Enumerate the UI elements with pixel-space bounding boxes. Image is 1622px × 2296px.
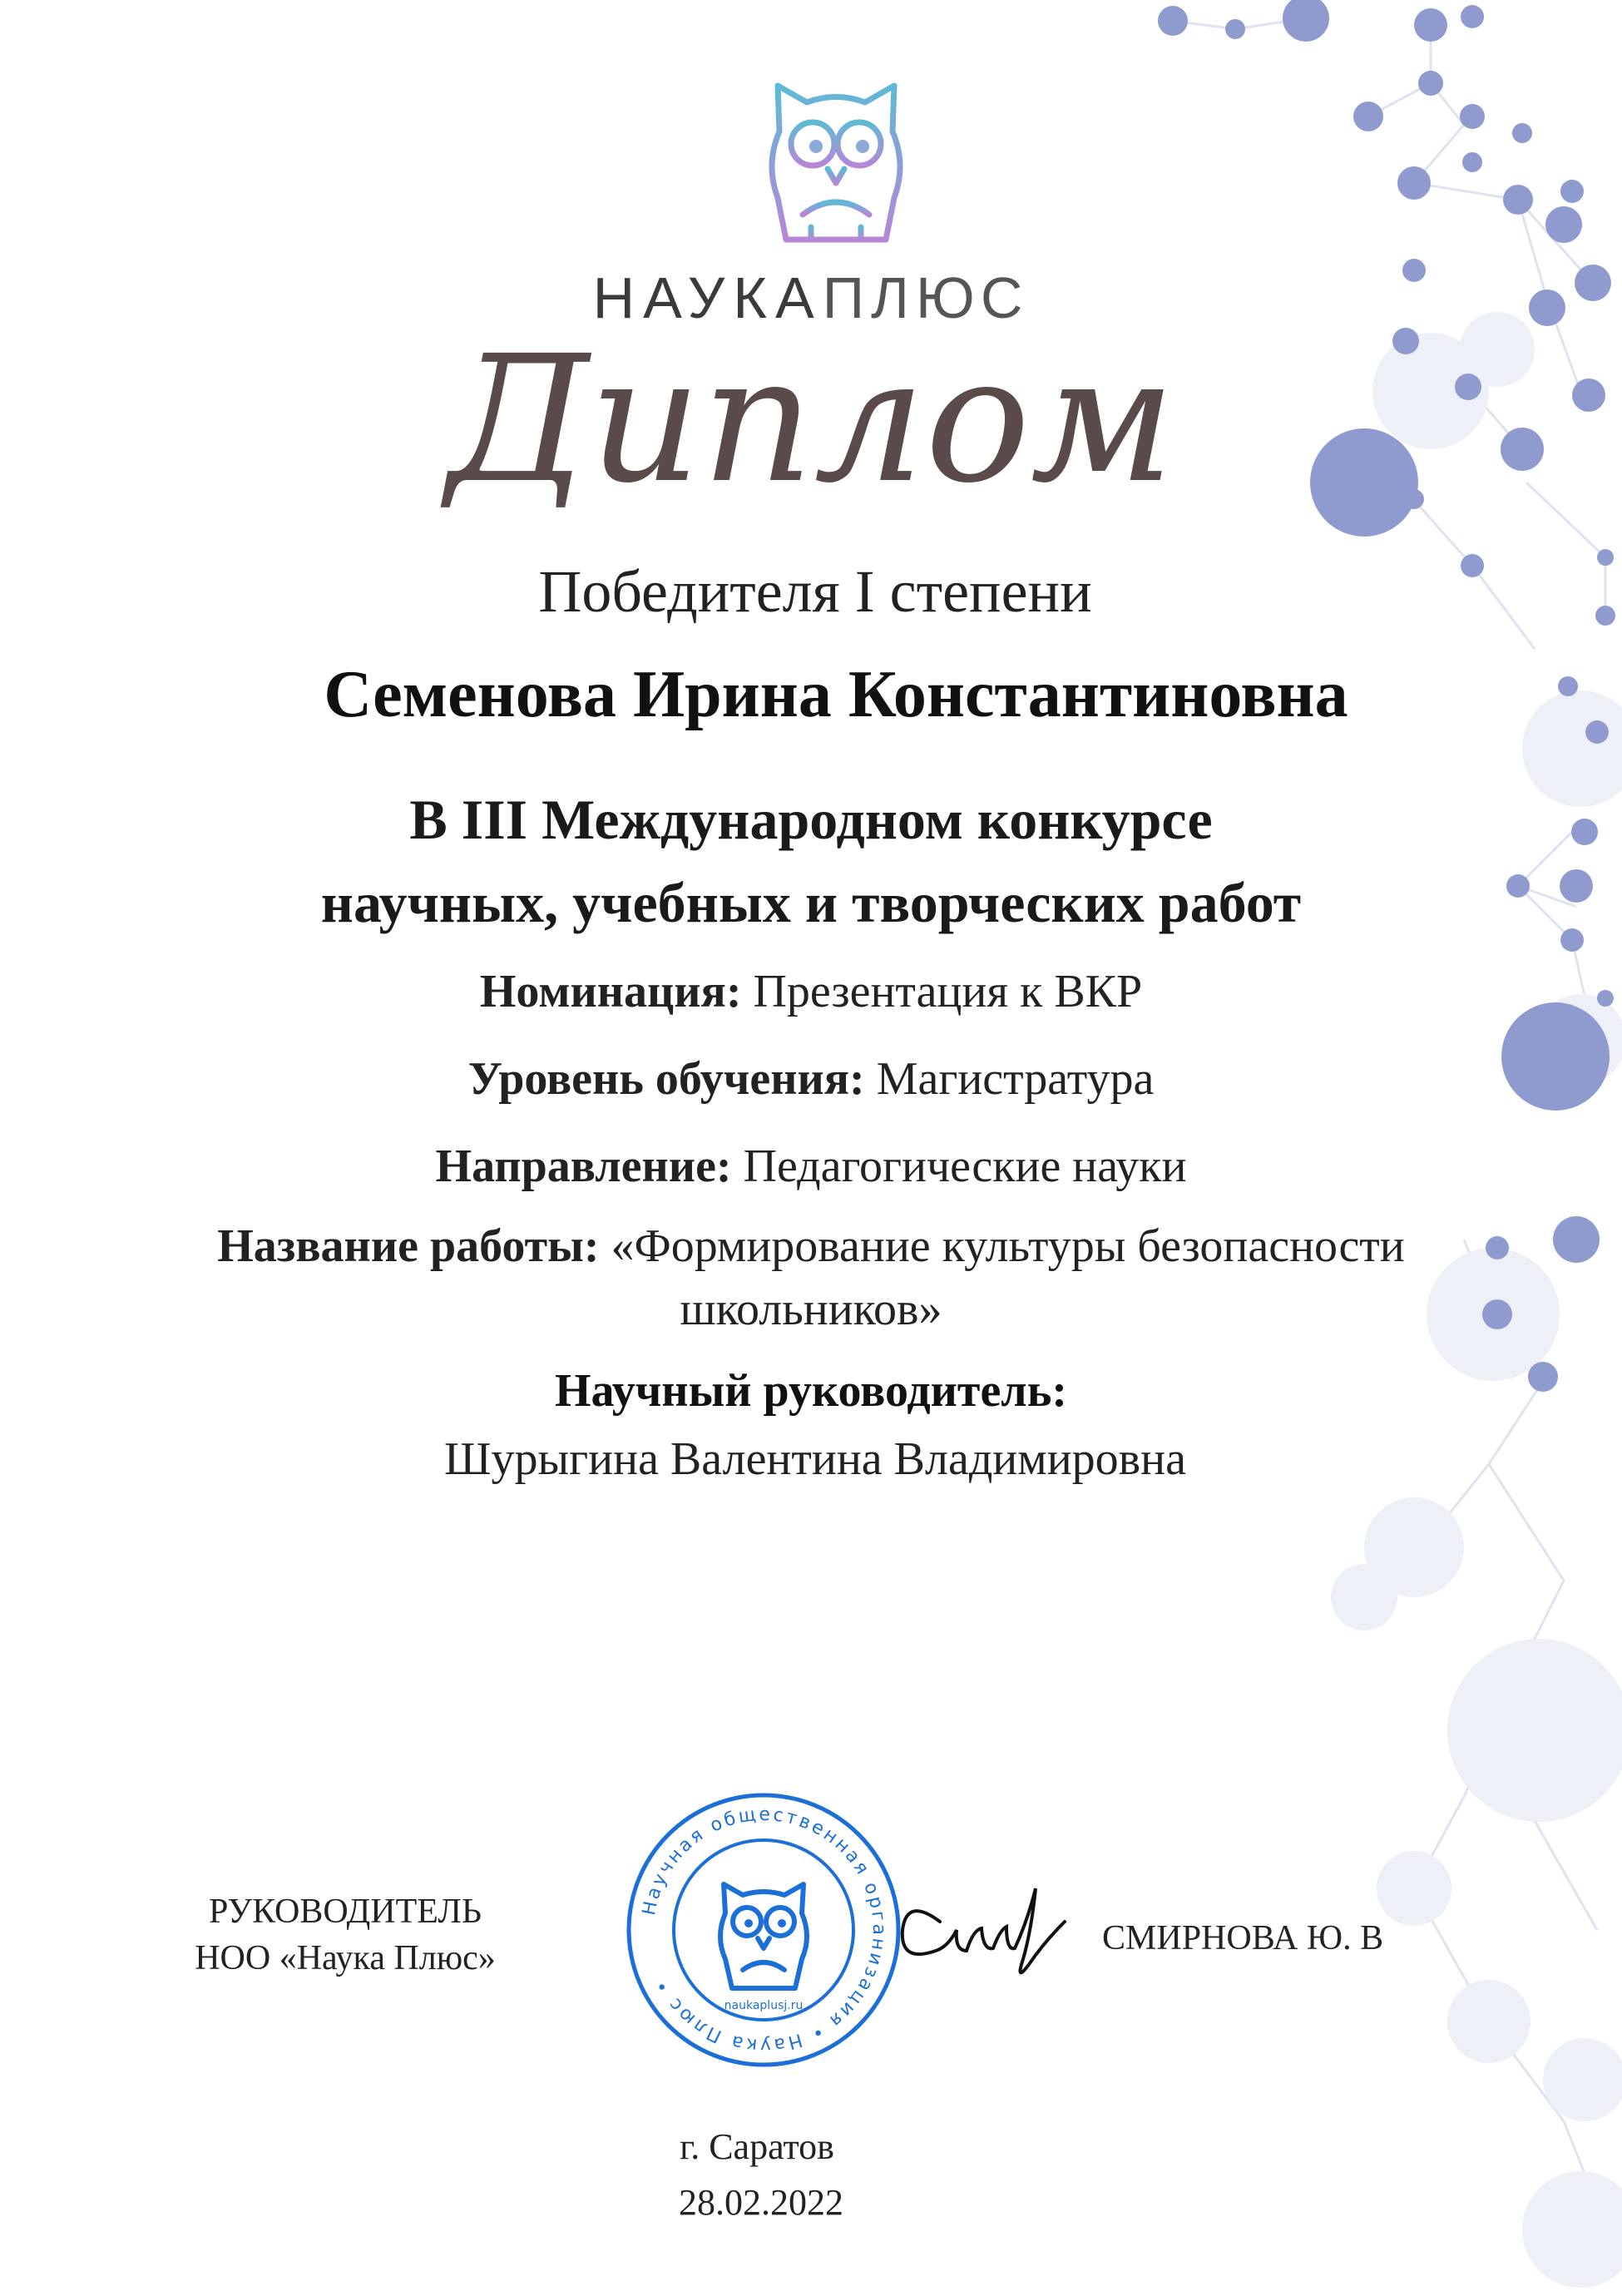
degree-text: Победителя I степени (538, 558, 1092, 625)
svg-text:Научная общественная организац (639, 1804, 889, 2056)
work-value-line-2: школьников» (680, 1284, 942, 1335)
head-role-line-2: НОО «Наука Плюс» (195, 1939, 496, 1977)
diploma-title: Диплом (447, 318, 1175, 522)
nomination-row (0, 965, 1622, 1018)
brand-part-1: НАУКА (592, 265, 823, 330)
direction-label: Направление: (435, 1141, 732, 1192)
issue-date: 28.02.2022 (679, 2182, 843, 2223)
nomination-value: Презентация к ВКР (753, 966, 1143, 1017)
contest-line-2: научных, учебных и творческих работ (320, 871, 1302, 934)
work-title-row (0, 1215, 1622, 1341)
direction-row (0, 1140, 1622, 1193)
stamp-site: naukaplusj.ru (724, 1999, 804, 2012)
stamp-outer-text: Научная общественная организация • Наука Плюс • (639, 1804, 890, 2056)
head-role (166, 1888, 524, 1982)
supervisor-name: Шурыгина Валентина Владимировна (444, 1433, 1186, 1485)
direction-value: Педагогические науки (743, 1141, 1187, 1192)
brand-part-2: ПЛЮС (822, 265, 1030, 330)
nomination-label: Номинация: (479, 966, 742, 1017)
level-label: Уровень обучения: (467, 1053, 865, 1105)
level-value: Магистратура (876, 1053, 1155, 1105)
city: г. Саратов (680, 2126, 834, 2167)
supervisor-label: Научный руководитель: (555, 1365, 1067, 1417)
organization-stamp (622, 1789, 905, 2071)
head-name: СМИРНОВА Ю. В (1102, 1919, 1384, 1957)
contest-title (0, 778, 1622, 944)
signature (890, 1872, 1073, 1988)
contest-line-1: В III Международном конкурсе (409, 788, 1213, 851)
level-row (0, 1052, 1622, 1106)
winner-name: Семенова Ирина Константиновна (324, 658, 1348, 731)
work-label: Название работы: (217, 1220, 600, 1272)
work-value-line-1: «Формирование культуры безопасности (611, 1220, 1405, 1272)
head-role-line-1: РУКОВОДИТЕЛЬ (209, 1893, 482, 1931)
owl-logo-icon (761, 73, 911, 248)
